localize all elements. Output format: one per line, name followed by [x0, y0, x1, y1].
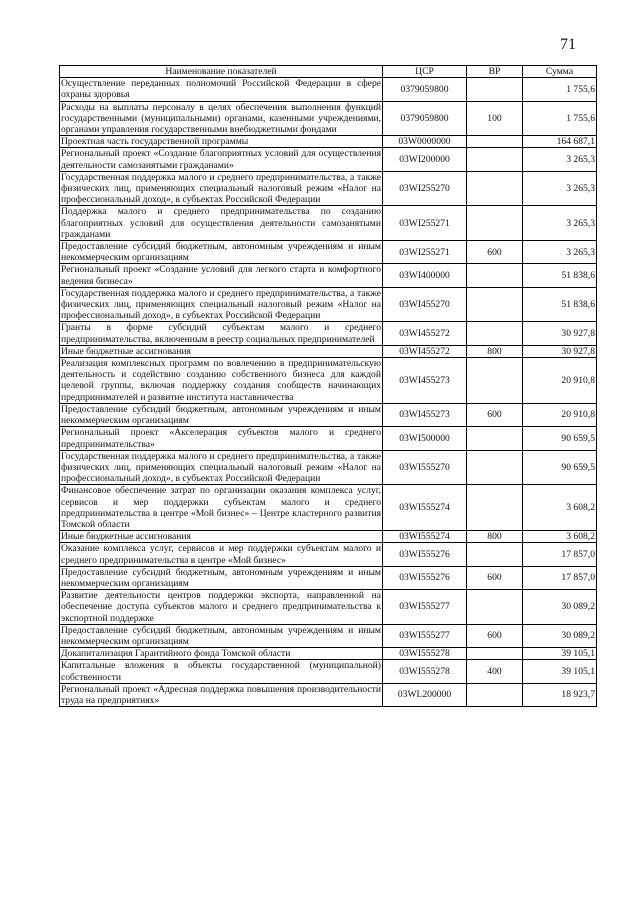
cell-csr: 03WI455272 [383, 345, 467, 357]
cell-sum: 3 265,3 [523, 148, 597, 171]
cell-name: Поддержка малого и среднего предпринимательства по созданию благоприятных условий для осуществления деятельности самозанятыми гражданами [61, 206, 381, 240]
table-row [60, 322, 597, 345]
cell-vr [467, 287, 523, 322]
cell-name: Иные бюджетные ассигнования [60, 531, 383, 543]
table-row [60, 264, 597, 287]
cell-sum: 17 857,0 [523, 566, 597, 589]
table-row [60, 345, 597, 357]
cell-name: Докапитализация Гарантийного фонда Томской области [60, 648, 383, 660]
table-body [60, 78, 597, 707]
table-row [60, 101, 597, 136]
cell-sum: 164 687,1 [523, 136, 597, 148]
table-row [60, 660, 597, 683]
cell-csr: 03WI455270 [383, 287, 467, 322]
cell-vr [467, 78, 523, 101]
cell-vr [467, 322, 523, 345]
cell-sum: 18 923,7 [523, 683, 597, 706]
cell-sum: 39 105,1 [523, 648, 597, 660]
cell-vr: 600 [467, 566, 523, 589]
cell-name: Предоставление субсидий бюджетным, автономным учреждениям и иным некоммерческим организациям [61, 241, 381, 264]
header-sum: Сумма [523, 66, 597, 78]
cell-csr: 0379059800 [383, 101, 467, 136]
table-row [60, 171, 597, 206]
cell-vr: 100 [467, 101, 523, 136]
cell-sum: 30 927,8 [523, 345, 597, 357]
cell-name: Расходы на выплаты персоналу в целях обеспечения выполнения функций государственными (муниципальными) органами, казенными учреждениями, органами управления государственными внебюджетными фондами [61, 101, 381, 136]
cell-sum: 51 838,6 [523, 287, 597, 322]
table-row [60, 566, 597, 589]
table-row [60, 427, 597, 450]
page-number: 71 [560, 36, 576, 53]
cell-name: Региональный проект «Акселерация субъектов малого и среднего предпринимательства» [61, 427, 381, 450]
cell-name: Предоставление субсидий бюджетным, автономным учреждениям и иным некоммерческим организациям [61, 624, 381, 647]
table-row [60, 206, 597, 241]
cell-vr: 800 [467, 531, 523, 543]
cell-csr: 03WL200000 [383, 683, 467, 706]
cell-vr [467, 450, 523, 485]
cell-sum: 3 608,2 [523, 531, 597, 543]
cell-vr [467, 358, 523, 404]
table-row [60, 403, 597, 426]
cell-sum: 1 755,6 [523, 78, 597, 101]
cell-csr: 03WI455273 [383, 403, 467, 426]
table-row [60, 78, 597, 101]
cell-sum: 30 927,8 [523, 322, 597, 345]
cell-sum: 1 755,6 [523, 101, 597, 136]
cell-csr: 03WI555274 [383, 531, 467, 543]
cell-name: Проектная часть государственной программы [60, 136, 383, 148]
cell-csr: 03WI555278 [383, 660, 467, 683]
cell-name: Реализация комплексных программ по вовлечению в предпринимательскую деятельность и содействию созданию собственного бизнеса для каждой целевой группы, включая поддержку создания сообществ начинающих предпринимателей и развитие института наставничества [61, 358, 381, 403]
table-row [60, 543, 597, 566]
cell-vr [467, 206, 523, 241]
cell-vr: 800 [467, 345, 523, 357]
cell-sum: 39 105,1 [523, 660, 597, 683]
cell-name: Предоставление субсидий бюджетным, автономным учреждениям и иным некоммерческим организациям [61, 403, 381, 427]
cell-csr: 03WI555274 [383, 485, 467, 531]
cell-vr [467, 136, 523, 148]
cell-csr: 03WI555276 [383, 543, 467, 566]
table-row [60, 590, 597, 625]
cell-vr: 600 [467, 624, 523, 647]
cell-name: Оказание комплекса услуг, сервисов и мер поддержки субъектам малого и среднего предпринимательства в центре «Мой бизнес» [61, 543, 381, 566]
cell-vr [467, 264, 523, 287]
cell-name: Региональный проект «Создание благоприятных условий для осуществления деятельности самозанятыми гражданами» [61, 148, 381, 171]
table-row [60, 648, 597, 660]
cell-vr: 600 [467, 403, 523, 426]
cell-name: Осуществление переданных полномочий Российской Федерации в сфере охраны здоровья [61, 78, 381, 101]
table-row [60, 624, 597, 647]
cell-vr [467, 427, 523, 450]
cell-sum: 3 265,3 [523, 206, 597, 241]
cell-vr [467, 590, 523, 625]
cell-csr: 03WI555270 [383, 450, 467, 485]
header-name: Наименование показателей [60, 66, 383, 78]
table-row [60, 683, 597, 706]
cell-name: Гранты в форме субсидий субъектам малого и среднего предпринимательства, включенным в реестр социальных предпринимателей [61, 322, 381, 345]
cell-csr: 03WI555276 [383, 566, 467, 589]
cell-csr: 03WI555277 [383, 590, 467, 625]
cell-name: Финансовое обеспечение затрат по организации оказания комплекса услуг, сервисов и мер поддержки субъектам малого и среднего предпринимательства в центре «Мой бизнес» – Центре кластерного развития Томской области [61, 485, 381, 530]
cell-csr: 0379059800 [383, 78, 467, 101]
cell-name: Иные бюджетные ассигнования [60, 345, 383, 357]
cell-csr: 03WI400000 [383, 264, 467, 287]
cell-name: Государственная поддержка малого и среднего предпринимательства, а также физических лиц, применяющих специальный налоговый режим «Налог на профессиональный доход», в субъектах Российской Федерации [61, 450, 381, 485]
cell-sum: 90 659,5 [523, 450, 597, 485]
cell-csr: 03WI500000 [383, 427, 467, 450]
cell-sum: 3 265,3 [523, 171, 597, 206]
header-vr: ВР [467, 66, 523, 78]
cell-sum: 30 089,2 [523, 590, 597, 625]
cell-sum: 3 608,2 [523, 485, 597, 531]
table-row [60, 287, 597, 322]
cell-sum: 51 838,6 [523, 264, 597, 287]
table-row [60, 485, 597, 531]
cell-vr [467, 485, 523, 531]
cell-sum: 90 659,5 [523, 427, 597, 450]
cell-csr: 03WI555278 [383, 648, 467, 660]
cell-name: Предоставление субсидий бюджетным, автономным учреждениям и иным некоммерческим организациям [61, 566, 381, 589]
cell-sum: 20 910,8 [523, 358, 597, 404]
cell-name: Государственная поддержка малого и среднего предпринимательства, а также физических лиц, применяющих специальный налоговый режим «Налог на профессиональный доход», в субъектах Российской Федерации [61, 171, 381, 206]
cell-vr [467, 683, 523, 706]
cell-sum: 17 857,0 [523, 543, 597, 566]
cell-vr [467, 171, 523, 206]
cell-sum: 3 265,3 [523, 241, 597, 264]
cell-sum: 20 910,8 [523, 403, 597, 426]
table-header-row [60, 66, 597, 78]
cell-csr: 03WI455273 [383, 358, 467, 404]
cell-csr: 03WI255270 [383, 171, 467, 206]
cell-csr: 03WI255271 [383, 206, 467, 241]
budget-table [59, 65, 597, 707]
cell-sum: 30 089,2 [523, 624, 597, 647]
cell-name: Капитальные вложения в объекты государственной (муниципальной) собственности [61, 660, 381, 683]
table-row [60, 148, 597, 171]
cell-vr: 600 [467, 241, 523, 264]
cell-csr: 03WI255271 [383, 241, 467, 264]
cell-csr: 03WI555277 [383, 624, 467, 647]
cell-vr: 400 [467, 660, 523, 683]
table-row [60, 358, 597, 404]
cell-csr: 03W0000000 [383, 136, 467, 148]
cell-csr: 03WI455272 [383, 322, 467, 345]
cell-vr [467, 543, 523, 566]
cell-csr: 03WI200000 [383, 148, 467, 171]
header-csr: ЦСР [383, 66, 467, 78]
cell-vr [467, 148, 523, 171]
cell-name: Развитие деятельности центров поддержки экспорта, направленной на обеспечение доступа субъектов малого и среднего предпринимательства к экспортной поддержке [61, 590, 381, 624]
table-row [60, 450, 597, 485]
cell-name: Региональный проект «Адресная поддержка повышения производительности труда на предприятиях» [61, 683, 381, 706]
cell-name: Государственная поддержка малого и среднего предпринимательства, а также физических лиц, применяющих специальный налоговый режим «Налог на профессиональный доход», в субъектах Российской Федерации [61, 287, 381, 322]
table-row [60, 136, 597, 148]
cell-vr [467, 648, 523, 660]
cell-name: Региональный проект «Создание условий для легкого старта и комфортного ведения бизнеса» [61, 264, 381, 287]
table-row [60, 531, 597, 543]
table-row [60, 241, 597, 264]
